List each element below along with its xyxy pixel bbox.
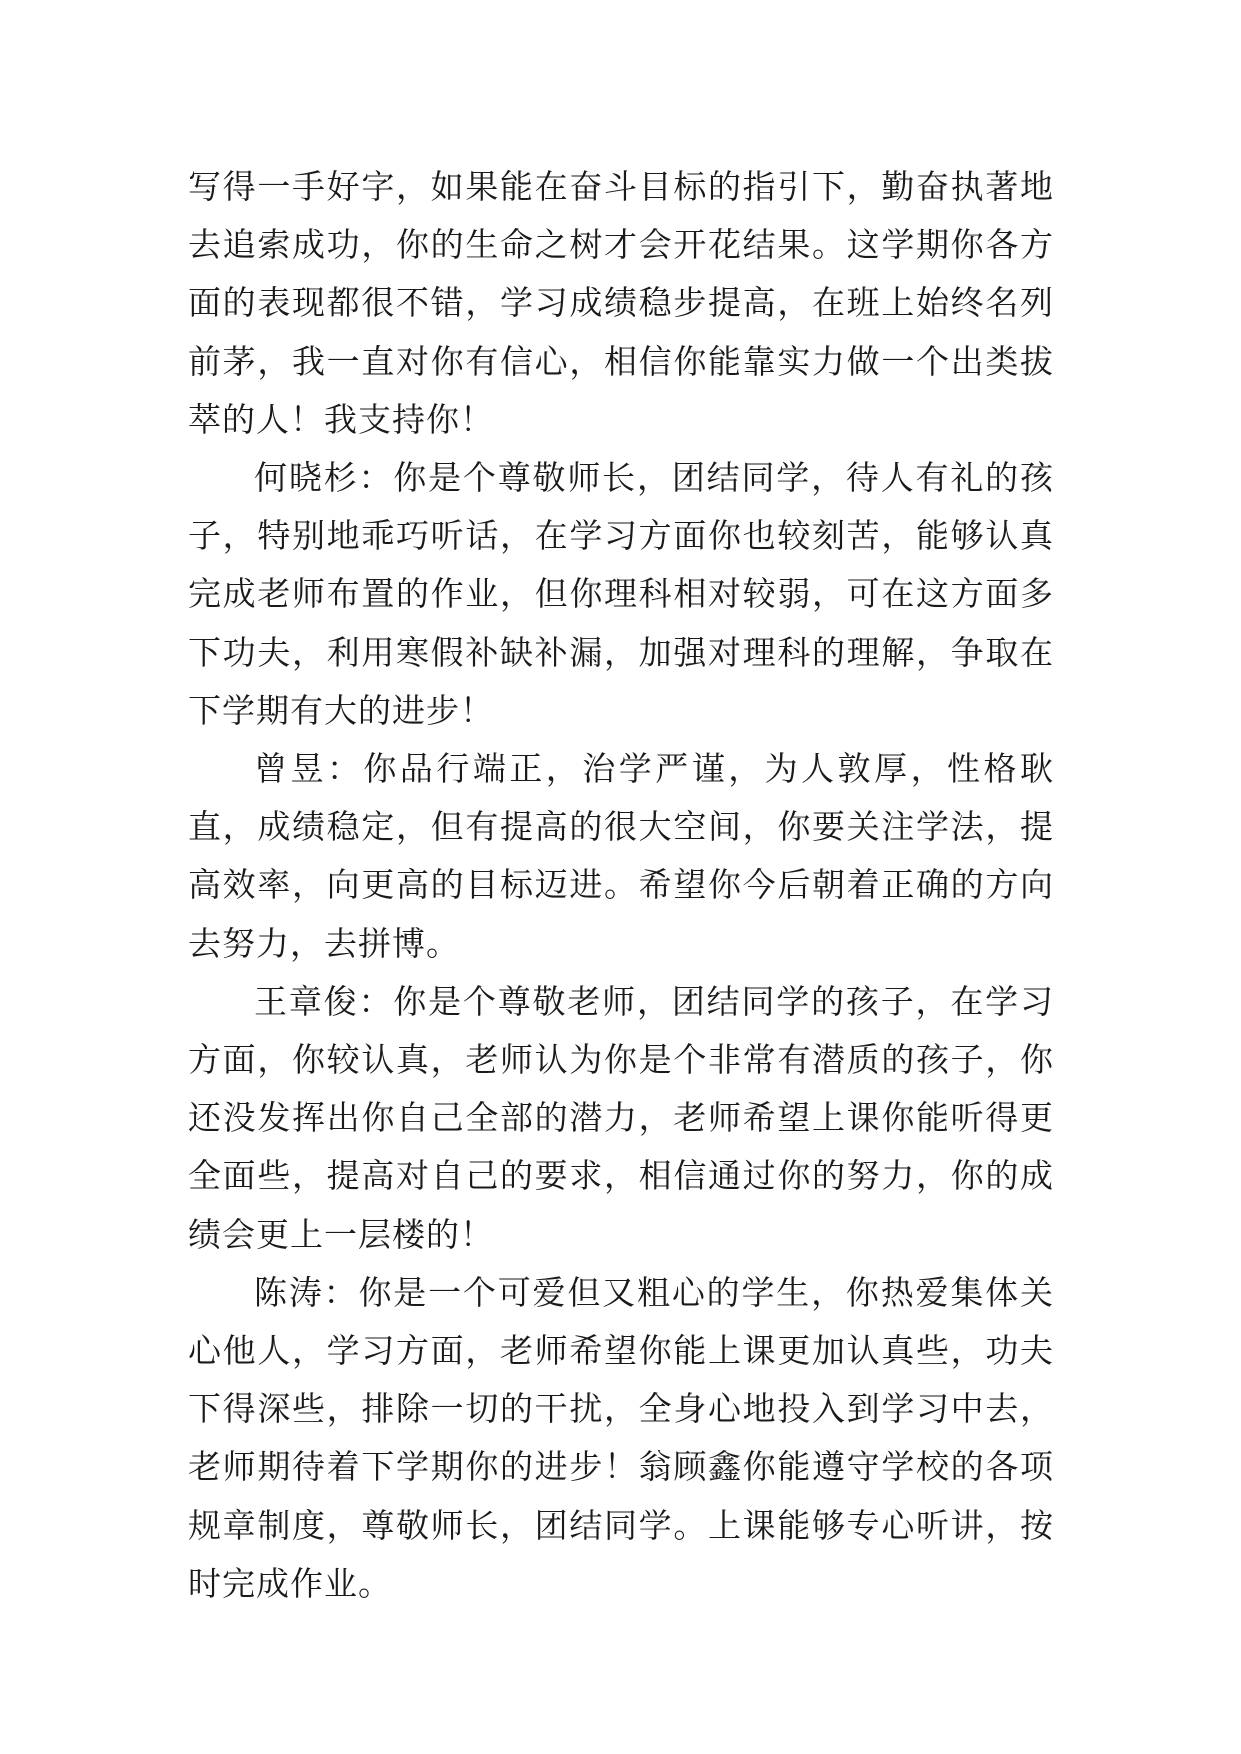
paragraph-comment-chen-tao: 陈涛：你是一个可爱但又粗心的学生，你热爱集体关心他人，学习方面，老师希望你能上课更加认真些，功夫下得深些，排除一切的干扰，全身心地投入到学习中去，老师期待着下学期你的进步！翁顾鑫你能遵守学校的各项规章制度，尊敬师长，团结同学。上课能够专心听讲，按时完成作业。 <box>188 1272 1054 1603</box>
paragraph-comment-wang-zhangjun: 王章俊：你是个尊敬老师，团结同学的孩子，在学习方面，你较认真，老师认为你是个非常有潜质的孩子，你还没发挥出你自己全部的潜力，老师希望上课你能听得更全面些，提高对自己的要求，相信通过你的努力，你的成绩会更上一层楼的！ <box>188 981 1054 1254</box>
document-body <box>188 158 1054 1613</box>
paragraph-comment-he-xiaoshan: 何晓杉：你是个尊敬师长，团结同学，待人有礼的孩子，特别地乖巧听话，在学习方面你也较刻苦，能够认真完成老师布置的作业，但你理科相对较弱，可在这方面多下功夫，利用寒假补缺补漏，加强对理科的理解，争取在下学期有大的进步！ <box>188 458 1054 730</box>
paragraph-continuation: 写得一手好字，如果能在奋斗目标的指引下，勤奋执著地去追索成功，你的生命之树才会开花结果。这学期你各方面的表现都很不错，学习成绩稳步提高，在班上始终名列前茅，我一直对你有信心，相信你能靠实力做一个出类拔萃的人！我支持你！ <box>188 167 1054 439</box>
paragraph-comment-zeng-yu: 曾昱：你品行端正，治学严谨，为人敦厚，性格耿直，成绩稳定，但有提高的很大空间，你要关注学法，提高效率，向更高的目标迈进。希望你今后朝着正确的方向去努力，去拼博。 <box>188 749 1054 963</box>
